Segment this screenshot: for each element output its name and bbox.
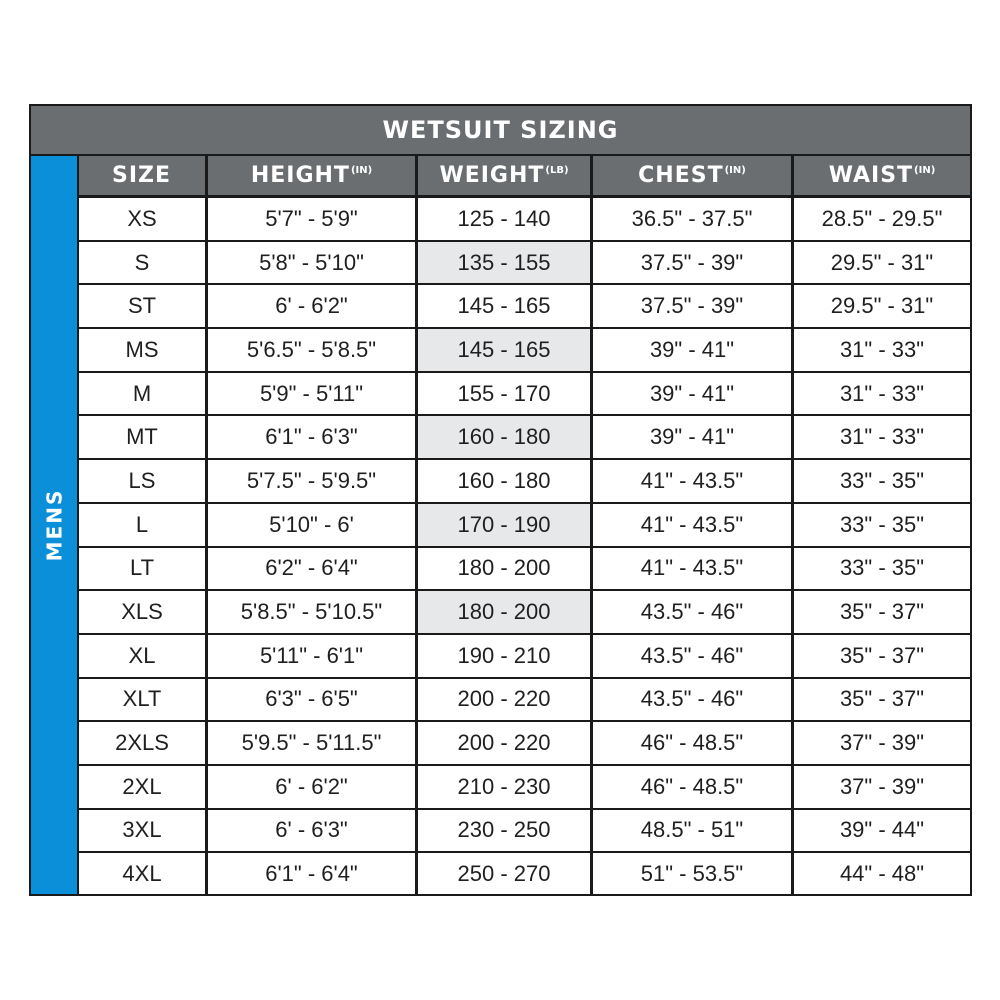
table-body bbox=[79, 198, 970, 894]
chart-title: WETSUIT SIZING bbox=[31, 106, 970, 154]
cell-chest: 43.5" - 46" bbox=[593, 591, 794, 635]
cell-height: 5'8.5" - 5'10.5" bbox=[208, 591, 418, 635]
cell-height: 6'3" - 6'5" bbox=[208, 679, 418, 723]
cell-chest: 41" - 43.5" bbox=[593, 548, 794, 592]
cell-size: 4XL bbox=[79, 853, 208, 894]
table-row bbox=[79, 810, 970, 854]
col-header-weight: $WEIGHT^{(LB)}$ bbox=[418, 156, 593, 198]
table-row bbox=[79, 373, 970, 417]
table-row bbox=[79, 504, 970, 548]
table-row bbox=[79, 766, 970, 810]
cell-weight: 180 - 200 bbox=[418, 591, 593, 635]
cell-chest: 46" - 48.5" bbox=[593, 766, 794, 810]
table-row bbox=[79, 853, 970, 894]
cell-weight: 155 - 170 bbox=[418, 373, 593, 417]
cell-size: 3XL bbox=[79, 810, 208, 854]
cell-height: 6'1" - 6'3" bbox=[208, 416, 418, 460]
cell-chest: 39" - 41" bbox=[593, 373, 794, 417]
cell-size: 2XL bbox=[79, 766, 208, 810]
cell-height: 5'6.5" - 5'8.5" bbox=[208, 329, 418, 373]
cell-waist: 31" - 33" bbox=[794, 416, 970, 460]
sizing-table bbox=[79, 156, 970, 894]
cell-waist: 39" - 44" bbox=[794, 810, 970, 854]
cell-weight: 170 - 190 bbox=[418, 504, 593, 548]
table-row bbox=[79, 635, 970, 679]
cell-height: 6'2" - 6'4" bbox=[208, 548, 418, 592]
table-row bbox=[79, 416, 970, 460]
table-row bbox=[79, 591, 970, 635]
table-row bbox=[79, 198, 970, 242]
cell-waist: 35" - 37" bbox=[794, 635, 970, 679]
cell-size: M bbox=[79, 373, 208, 417]
cell-waist: 35" - 37" bbox=[794, 679, 970, 723]
cell-chest: 51" - 53.5" bbox=[593, 853, 794, 894]
cell-size: XS bbox=[79, 198, 208, 242]
table-row bbox=[79, 460, 970, 504]
cell-chest: 36.5" - 37.5" bbox=[593, 198, 794, 242]
cell-size: L bbox=[79, 504, 208, 548]
cell-weight: 145 - 165 bbox=[418, 285, 593, 329]
cell-height: 5'7" - 5'9" bbox=[208, 198, 418, 242]
sizing-chart bbox=[29, 104, 972, 896]
cell-waist: 31" - 33" bbox=[794, 373, 970, 417]
cell-weight: 200 - 220 bbox=[418, 722, 593, 766]
cell-height: 6'1" - 6'4" bbox=[208, 853, 418, 894]
cell-height: 5'9" - 5'11" bbox=[208, 373, 418, 417]
cell-weight: 180 - 200 bbox=[418, 548, 593, 592]
col-header-size: SIZE bbox=[79, 156, 208, 198]
cell-waist: 35" - 37" bbox=[794, 591, 970, 635]
cell-chest: 41" - 43.5" bbox=[593, 504, 794, 548]
cell-size: XLT bbox=[79, 679, 208, 723]
cell-weight: 160 - 180 bbox=[418, 460, 593, 504]
cell-chest: 39" - 41" bbox=[593, 329, 794, 373]
cell-waist: 33" - 35" bbox=[794, 548, 970, 592]
cell-waist: 31" - 33" bbox=[794, 329, 970, 373]
cell-size: ST bbox=[79, 285, 208, 329]
cell-height: 5'9.5" - 5'11.5" bbox=[208, 722, 418, 766]
cell-size: S bbox=[79, 242, 208, 286]
cell-weight: 190 - 210 bbox=[418, 635, 593, 679]
table-row bbox=[79, 329, 970, 373]
cell-waist: 44" - 48" bbox=[794, 853, 970, 894]
cell-height: 6' - 6'2" bbox=[208, 766, 418, 810]
cell-chest: 41" - 43.5" bbox=[593, 460, 794, 504]
cell-weight: 210 - 230 bbox=[418, 766, 593, 810]
cell-size: MS bbox=[79, 329, 208, 373]
cell-waist: 37" - 39" bbox=[794, 722, 970, 766]
cell-chest: 43.5" - 46" bbox=[593, 679, 794, 723]
table-row bbox=[79, 679, 970, 723]
col-header-height: $HEIGHT^{(IN)}$ bbox=[208, 156, 418, 198]
cell-waist: 29.5" - 31" bbox=[794, 242, 970, 286]
cell-waist: 33" - 35" bbox=[794, 460, 970, 504]
cell-height: 5'10" - 6' bbox=[208, 504, 418, 548]
cell-size: XL bbox=[79, 635, 208, 679]
cell-size: 2XLS bbox=[79, 722, 208, 766]
cell-chest: 37.5" - 39" bbox=[593, 242, 794, 286]
cell-waist: 33" - 35" bbox=[794, 504, 970, 548]
cell-size: LT bbox=[79, 548, 208, 592]
cell-size: LS bbox=[79, 460, 208, 504]
cell-chest: 39" - 41" bbox=[593, 416, 794, 460]
cell-chest: 46" - 48.5" bbox=[593, 722, 794, 766]
cell-weight: 135 - 155 bbox=[418, 242, 593, 286]
cell-weight: 200 - 220 bbox=[418, 679, 593, 723]
cell-size: XLS bbox=[79, 591, 208, 635]
cell-height: 6' - 6'3" bbox=[208, 810, 418, 854]
cell-waist: 28.5" - 29.5" bbox=[794, 198, 970, 242]
cell-chest: 37.5" - 39" bbox=[593, 285, 794, 329]
cell-height: 5'7.5" - 5'9.5" bbox=[208, 460, 418, 504]
cell-height: 6' - 6'2" bbox=[208, 285, 418, 329]
cell-weight: 230 - 250 bbox=[418, 810, 593, 854]
header-row bbox=[79, 156, 970, 198]
side-label-bar bbox=[31, 156, 77, 894]
col-header-waist: $WAIST^{(IN)}$ bbox=[794, 156, 970, 198]
cell-weight: 160 - 180 bbox=[418, 416, 593, 460]
table-row bbox=[79, 285, 970, 329]
col-header-chest: $CHEST^{(IN)}$ bbox=[593, 156, 794, 198]
cell-weight: 250 - 270 bbox=[418, 853, 593, 894]
cell-chest: 43.5" - 46" bbox=[593, 635, 794, 679]
cell-waist: 29.5" - 31" bbox=[794, 285, 970, 329]
table-row bbox=[79, 242, 970, 286]
cell-height: 5'11" - 6'1" bbox=[208, 635, 418, 679]
side-label-text: MENS bbox=[42, 488, 66, 562]
table-row bbox=[79, 548, 970, 592]
cell-chest: 48.5" - 51" bbox=[593, 810, 794, 854]
table-row bbox=[79, 722, 970, 766]
cell-height: 5'8" - 5'10" bbox=[208, 242, 418, 286]
cell-weight: 145 - 165 bbox=[418, 329, 593, 373]
cell-waist: 37" - 39" bbox=[794, 766, 970, 810]
cell-size: MT bbox=[79, 416, 208, 460]
cell-weight: 125 - 140 bbox=[418, 198, 593, 242]
